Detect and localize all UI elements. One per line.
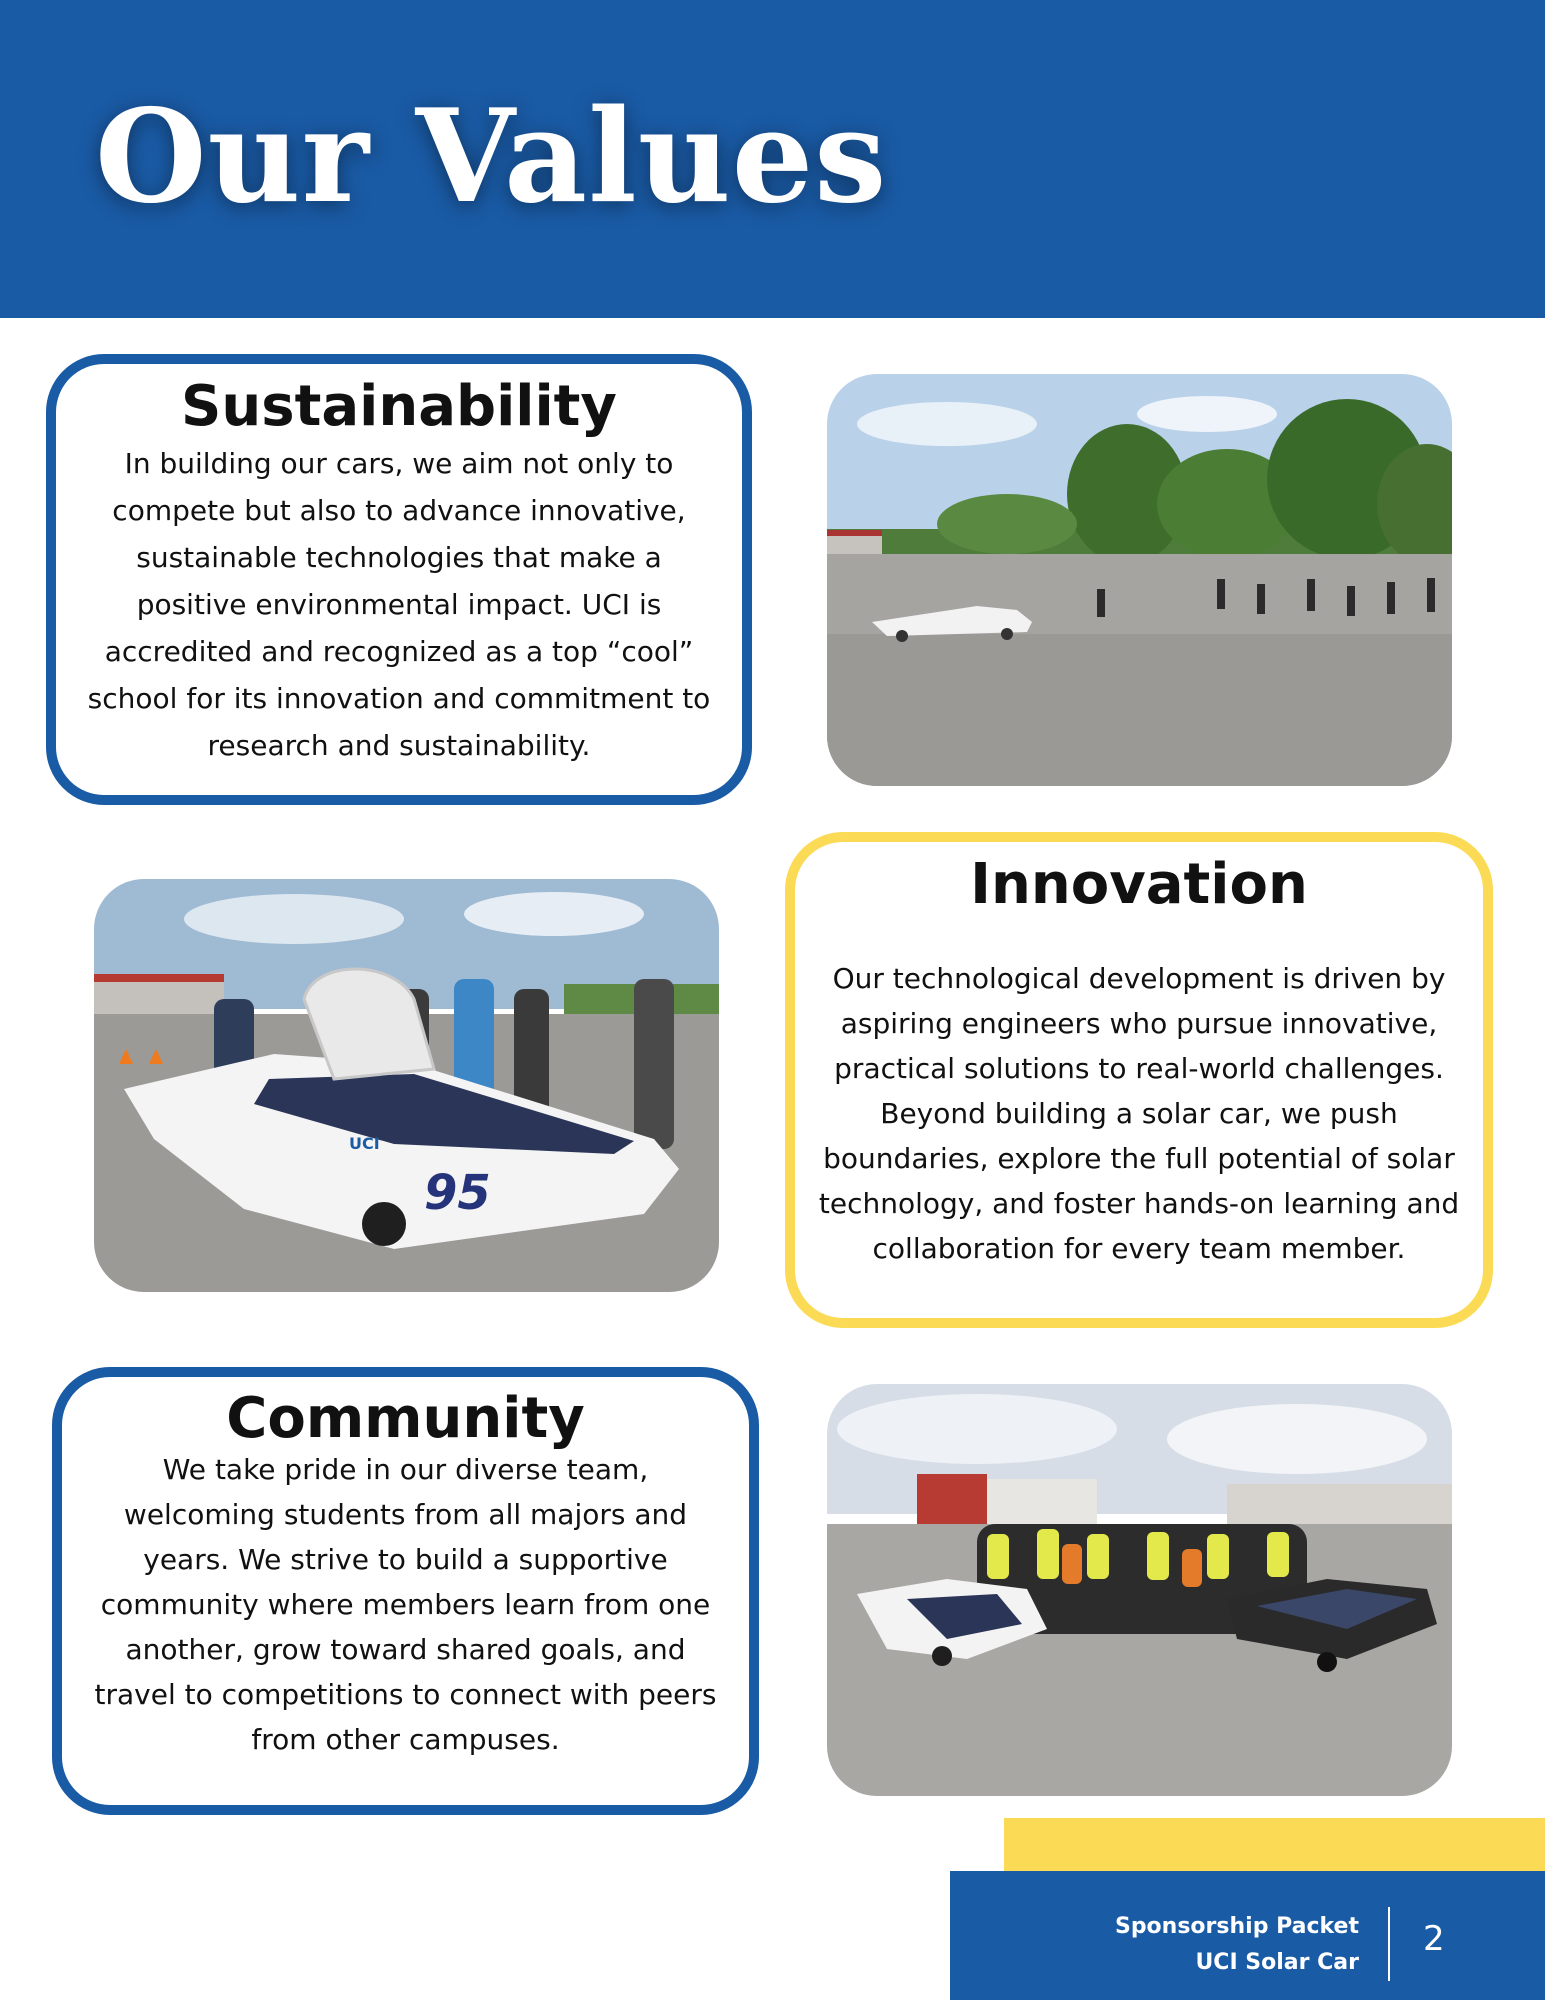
footer-packet-label: Sponsorship Packet [1114,1914,1359,1939]
page-footer [950,1871,1545,2000]
sustainability-line: compete but also to advance innovative, [112,494,686,527]
footer-team-label: UCI Solar Car [1195,1950,1359,1975]
car-number-label: 95 [424,1165,491,1221]
sustainability-card [46,354,752,805]
photo-team-group-image [827,1384,1452,1796]
page-title: Our Values [95,82,888,232]
innovation-line: technology, and foster hands-on learning and [818,1187,1460,1220]
innovation-line: practical solutions to real-world challenges. [834,1052,1444,1085]
sustainability-line: accredited and recognized as a top “cool” [104,635,694,668]
photo-team-group [827,1384,1452,1796]
community-line: from other campuses. [251,1723,560,1756]
page-number: 2 [1423,1919,1445,1959]
sustainability-line: In building our cars, we aim not only to [124,447,674,480]
innovation-title: Innovation [970,852,1308,917]
community-line: welcoming students from all majors and [123,1498,688,1531]
sustainability-line: sustainable technologies that make a [136,541,662,574]
community-title: Community [226,1386,585,1451]
sustainability-line: positive environmental impact. UCI is [136,588,662,621]
footer-text [1115,1909,1359,1981]
community-line: We take pride in our diverse team, [162,1453,649,1486]
community-card [52,1367,759,1815]
sustainability-line: school for its innovation and commitment to [87,682,711,715]
photo-runners-image [827,374,1452,786]
innovation-line: aspiring engineers who pursue innovative, [840,1007,1438,1040]
sustainability-line: research and sustainability. [207,729,591,762]
innovation-line: boundaries, explore the full potential of solar [823,1142,1455,1175]
photo-car-closeup-image [94,879,719,1292]
footer-divider [1388,1907,1390,1981]
innovation-line: collaboration for every team member. [872,1232,1406,1265]
photo-runners-with-car [827,374,1452,786]
innovation-card [785,832,1493,1328]
community-line: community where members learn from one [100,1588,711,1621]
community-line: years. We strive to build a supportive [143,1543,668,1576]
community-line: travel to competitions to connect with peers [94,1678,717,1711]
car-brand-label: UCI [349,1134,380,1153]
community-line: another, grow toward shared goals, and [125,1633,686,1666]
innovation-line: Our technological development is driven by [832,962,1446,995]
sustainability-title: Sustainability [181,374,617,439]
photo-solar-car-closeup [94,879,719,1292]
footer-accent-bar [1004,1818,1545,1874]
innovation-line: Beyond building a solar car, we push [880,1097,1398,1130]
page-header [0,0,1545,318]
